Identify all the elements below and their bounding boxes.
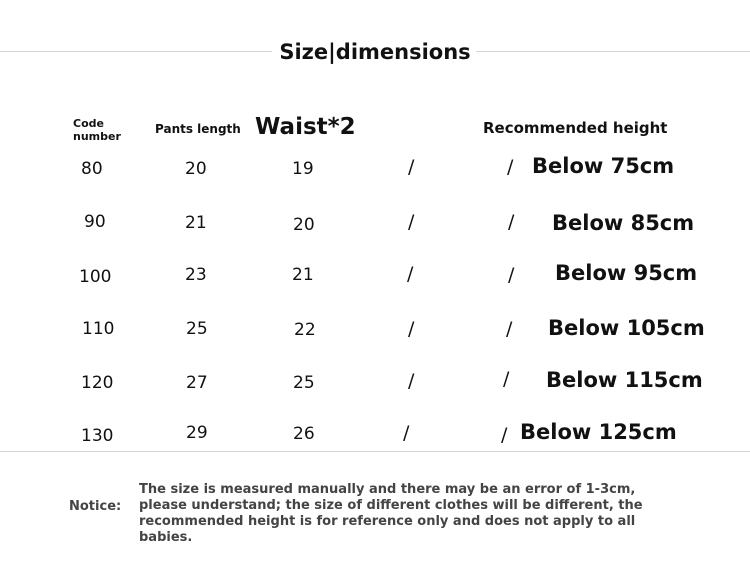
cell-code: 130 — [81, 426, 114, 446]
cell-waist: 19 — [292, 159, 314, 179]
cell-code: 110 — [82, 319, 115, 339]
header-recommended-height: Recommended height — [483, 119, 668, 137]
cell-recommended-height: Below 125cm — [520, 420, 677, 444]
section-divider — [0, 451, 750, 452]
cell-pants-length: 23 — [185, 265, 207, 285]
cell-pants-length: 21 — [185, 213, 207, 233]
page-title: Size|dimensions — [279, 40, 471, 64]
cell-code: 90 — [84, 212, 106, 232]
cell-code: 100 — [79, 267, 112, 287]
cell-col5: / — [507, 156, 514, 178]
cell-pants-length: 27 — [186, 373, 208, 393]
cell-col4: / — [408, 156, 415, 178]
cell-col5: / — [508, 211, 515, 233]
cell-code: 120 — [81, 373, 114, 393]
header-code-number: Code number — [73, 117, 121, 143]
notice-text: The size is measured manually and there may be an error of 1-3cm, please understand; the size of different clothes will be different, the recommended height is for reference only and does not apply to all babies. — [139, 482, 643, 545]
cell-pants-length: 29 — [186, 423, 208, 443]
cell-col4: / — [408, 318, 415, 340]
cell-waist: 25 — [293, 373, 315, 393]
cell-col4: / — [407, 263, 414, 285]
cell-recommended-height: Below 105cm — [548, 316, 705, 340]
cell-col5: / — [501, 424, 508, 446]
cell-col4: / — [403, 422, 410, 444]
header-waist: Waist*2 — [255, 114, 356, 140]
cell-waist: 22 — [294, 320, 316, 340]
cell-recommended-height: Below 85cm — [552, 211, 695, 235]
notice-label: Notice: — [69, 499, 122, 514]
cell-waist: 21 — [292, 265, 314, 285]
cell-recommended-height: Below 75cm — [532, 154, 675, 178]
cell-col5: / — [506, 318, 513, 340]
cell-pants-length: 20 — [185, 159, 207, 179]
cell-col5: / — [508, 264, 515, 286]
cell-waist: 26 — [293, 424, 315, 444]
cell-code: 80 — [81, 159, 103, 179]
cell-recommended-height: Below 115cm — [546, 368, 703, 392]
cell-waist: 20 — [293, 215, 315, 235]
cell-recommended-height: Below 95cm — [555, 261, 698, 285]
cell-col5: / — [503, 368, 510, 390]
cell-col4: / — [408, 370, 415, 392]
cell-pants-length: 25 — [186, 319, 208, 339]
header-pants-length: Pants length — [155, 122, 241, 136]
cell-col4: / — [408, 211, 415, 233]
